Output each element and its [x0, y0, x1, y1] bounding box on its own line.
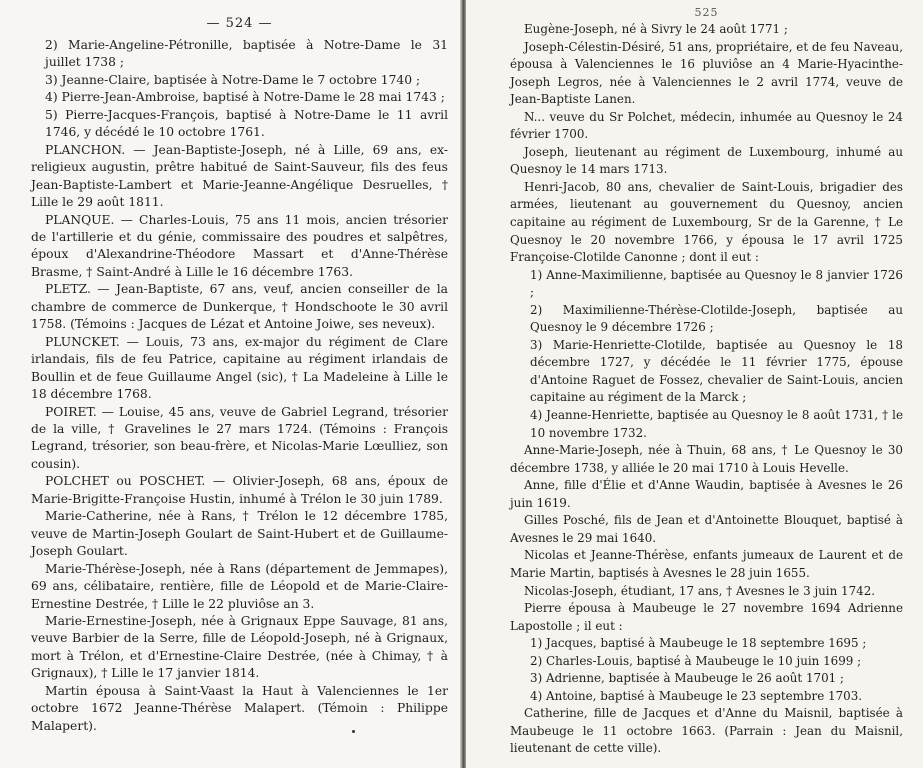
paragraph: Catherine, fille de Jacques et d'Anne du Maisnil, baptisée à Maubeuge le 11 octobre 1663. (Parrain : Jean du Maisnil, lieutenant de cette ville). — [510, 706, 903, 756]
page-number-left: — 524 — — [206, 16, 273, 31]
paragraph: Anne-Marie-Joseph, née à Thuin, 68 ans, † Le Quesnoy le 30 décembre 1738, y alliée le 20 mai 1710 à Louis Hevelle. — [510, 443, 903, 475]
ink-speck — [352, 730, 355, 733]
paragraph: Nicolas-Joseph, étudiant, 17 ans, † Avesnes le 3 juin 1742. — [524, 583, 876, 598]
paragraph: 3) Jeanne-Claire, baptisée à Notre-Dame le 7 octobre 1740 ; — [45, 72, 421, 87]
paragraph: Marie-Ernestine-Joseph, née à Grignaux Eppe Sauvage, 81 ans, veuve Barbier de la Serre, fille de Léopold-Joseph, né à Grignaux, mort à Trélon, et d'Ernestine-Claire Destrée, (née à Chimay, † à Grignaux), † Lille le 17 janvier 1814. — [31, 613, 448, 681]
paragraph: 4) Jeanne-Henriette, baptisée au Quesnoy le 8 août 1731, † le 10 novembre 1732. — [530, 408, 903, 440]
paragraph: Marie-Thérèse-Joseph, née à Rans (département de Jemmapes), 69 ans, célibataire, rentière, fille de Léopold et de Marie-Claire-Ernestine Destrée, † Lille le 22 pluviôse an 3. — [31, 561, 448, 611]
paragraph: Marie-Catherine, née à Rans, † Trélon le 12 décembre 1785, veuve de Martin-Joseph Goulart de Saint-Hubert et de Guillaume-Joseph Goulart. — [31, 509, 448, 559]
paragraph: 5) Pierre-Jacques-François, baptisé à Notre-Dame le 11 avril 1746, y décédé le 10 octobre 1761. — [45, 107, 448, 140]
paragraph: POIRET. — Louise, 45 ans, veuve de Gabriel Legrand, trésorier de la ville, † Gravelines le 27 mars 1724. (Témoins : François Legrand, trésorier, son beau-frère, et Nicolas-Marie Lœulliez, son cousin). — [31, 404, 448, 471]
paragraph: Joseph, lieutenant au régiment de Luxembourg, inhumé au Quesnoy le 14 mars 1713. — [510, 144, 903, 177]
paragraph: 2) Charles-Louis, baptisé à Maubeuge le 10 juin 1699 ; — [530, 653, 862, 668]
paragraph: 1) Jacques, baptisé à Maubeuge le 18 septembre 1695 ; — [530, 636, 867, 651]
paragraph: Eugène-Joseph, né à Sivry le 24 août 1771 ; — [524, 22, 788, 36]
paragraph: 2) Marie-Angeline-Pétronille, baptisée à Notre-Dame le 31 juillet 1738 ; — [45, 38, 448, 70]
page-number-right: 525 — [694, 6, 719, 19]
paragraph: 2) Maximilienne-Thérèse-Clotilde-Joseph, baptisée au Quesnoy le 9 décembre 1726 ; — [530, 302, 903, 335]
paragraph: 3) Marie-Henriette-Clotilde, baptisée au Quesnoy le 18 décembre 1727, y décédée le 11 février 1775, épouse d'Antoine Raguet de Fossez, chevalier de Saint-Louis, ancien capitaine au régiment de la Marck ; — [530, 337, 903, 405]
paragraph: Henri-Jacob, 80 ans, chevalier de Saint-Louis, brigadier des armées, lieutenant au gouvernement du Quesnoy, ancien capitaine au régiment de Luxembourg, Sr de la Garenne, † Le Quesnoy le 20 novembre 1766, y épousa le 17 avril 1725 Françoise-Clotilde Canonne ; dont il eut : — [510, 179, 903, 265]
paragraph: PLANQUE. — Charles-Louis, 75 ans 11 mois, ancien trésorier de l'artillerie et du génie, commissaire des poudres et salpêtres, époux d'Alexandrine-Théodore Massart et d'Anne-Thérèse Brasme, † Saint-André à Lille le 16 décembre 1763. — [31, 212, 448, 279]
paragraph: POLCHET ou POSCHET. — Olivier-Joseph, 68 ans, époux de Marie-Brigitte-Françoise Hustin, inhumé à Trélon le 30 juin 1789. — [31, 474, 448, 506]
paragraph: 1) Anne-Maximilienne, baptisée au Quesnoy le 8 janvier 1726 ; — [530, 267, 903, 300]
paragraph: Martin épousa à Saint-Vaast la Haut à Valenciennes le 1er octobre 1672 Jeanne-Thérèse Malapert. (Témoin : Philippe Malapert). — [31, 683, 448, 733]
paragraph: Pierre épousa à Maubeuge le 27 novembre 1694 Adrienne Lapostolle ; il eut : — [510, 601, 903, 633]
paragraph: 4) Antoine, baptisé à Maubeuge le 23 septembre 1703. — [530, 688, 863, 703]
paragraph: Joseph-Célestin-Désiré, 51 ans, propriétaire, et de feu Naveau, épousa à Valenciennes le 16 pluviôse an 4 Marie-Hyacinthe-Joseph Legros, née à Valenciennes le 2 avril 1774, veuve de Jean-Baptiste Lanen. — [510, 39, 903, 107]
paragraph: PLETZ. — Jean-Baptiste, 67 ans, veuf, ancien conseiller de la chambre de commerce de Dunkerque, † Hondschoote le 30 avril 1758. (Témoins : Jacques de Lézat et Antoine Joiwe, ses neveux). — [31, 282, 448, 332]
paragraph: 3) Adrienne, baptisée à Maubeuge le 26 août 1701 ; — [530, 671, 845, 686]
paragraph: Anne, fille d'Élie et d'Anne Waudin, baptisée à Avesnes le 26 juin 1619. — [510, 478, 903, 510]
paragraph: Nicolas et Jeanne-Thérèse, enfants jumeaux de Laurent et de Marie Martin, baptisés à Avesnes le 28 juin 1655. — [510, 548, 903, 580]
paragraph: PLUNCKET. — Louis, 73 ans, ex-major du régiment de Clare irlandais, fils de feu Patrice, capitaine au régiment irlandais de Boullin et de feue Guillaume Angel (sic), † La Madeleine à Lille le 18 décembre 1768. — [31, 334, 448, 402]
paragraph: N... veuve du Sr Polchet, médecin, inhumée au Quesnoy le 24 février 1700. — [510, 109, 903, 142]
paragraph: PLANCHON. — Jean-Baptiste-Joseph, né à Lille, 69 ans, ex-religieux augustin, prêtre habitué de Saint-Sauveur, fils des feus Jean-Baptiste-Lambert et Marie-Jeanne-Angélique Desruelles, † Lille le 29 août 1811. — [31, 142, 448, 210]
paragraph: 4) Pierre-Jean-Ambroise, baptisé à Notre-Dame le 28 mai 1743 ; — [45, 90, 445, 105]
paragraph: Gilles Posché, fils de Jean et d'Antoinette Blouquet, baptisé à Avesnes le 29 mai 1640. — [510, 513, 903, 545]
right-page — [466, 0, 923, 768]
